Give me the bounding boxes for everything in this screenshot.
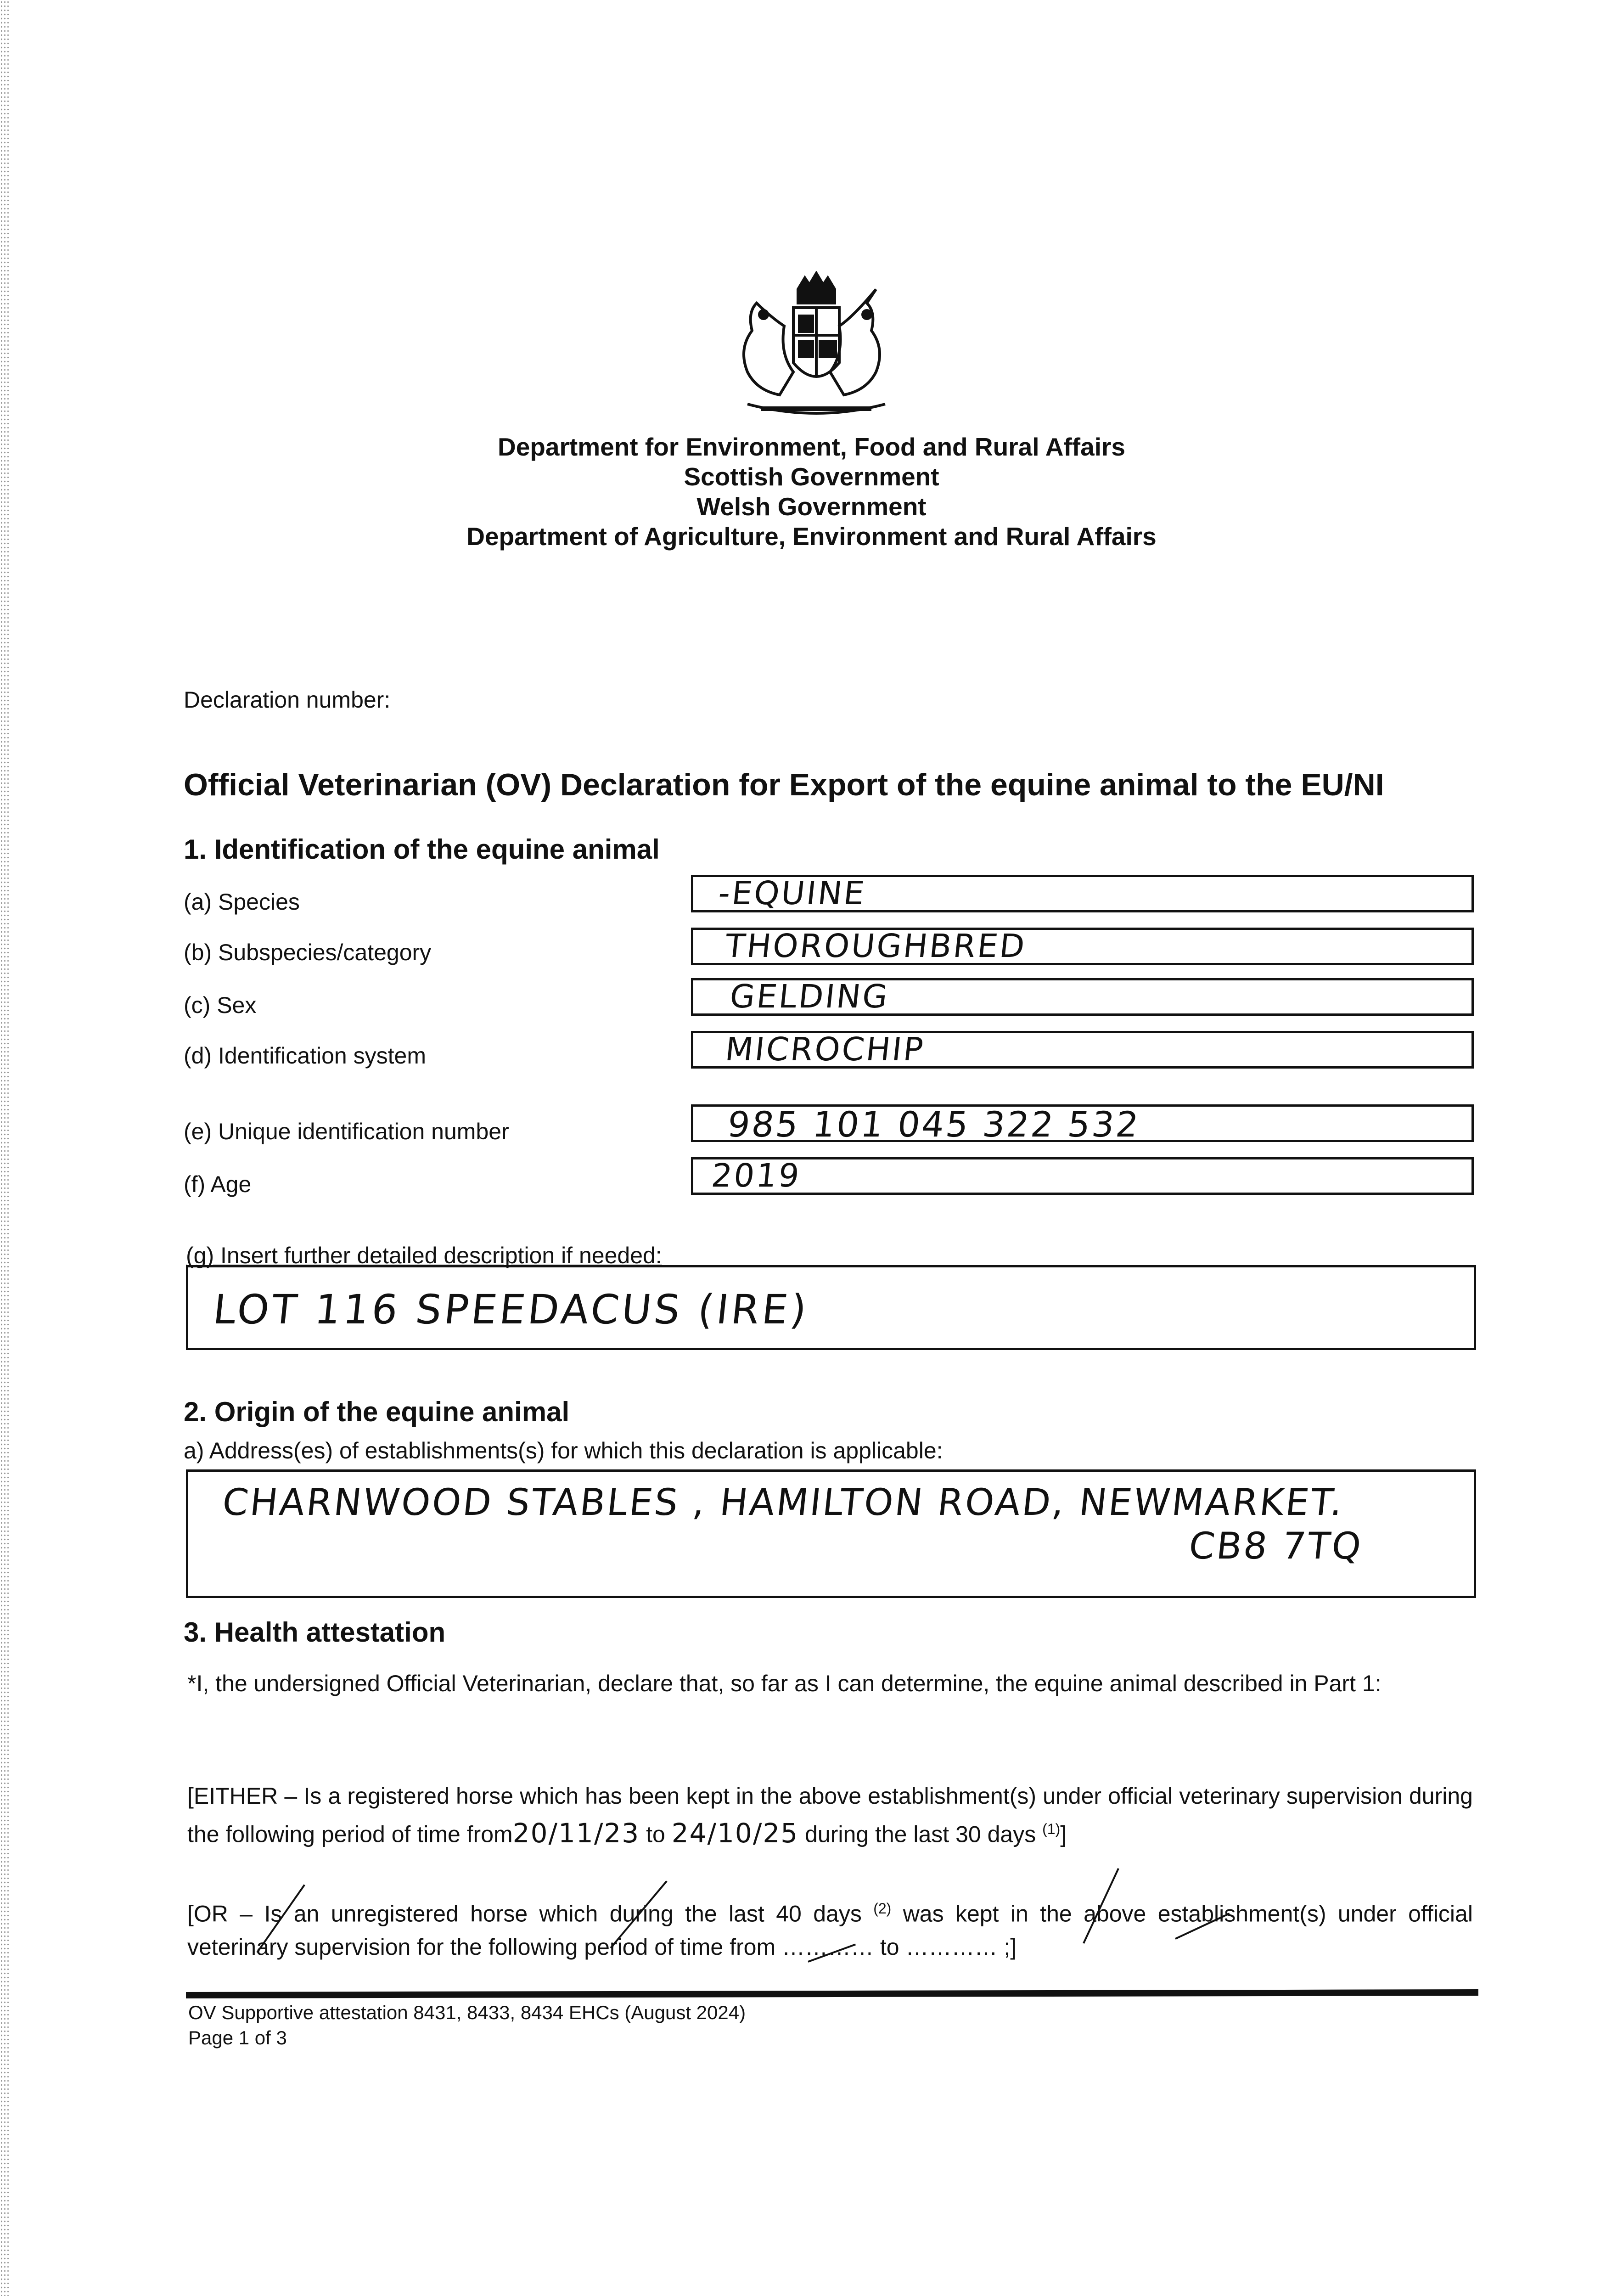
address-line1: CHARNWOOD STABLES , HAMILTON ROAD, NEWMARKET. [220, 1481, 1347, 1524]
either-clause: [EITHER – Is a registered horse which has been kept in the above establishment(s) under official veterinary supervision during the following period of time from20/11/23 to 24/10/25 during the last 30 days $^{(1)}$] [187, 1783, 1473, 1849]
identification-system-field[interactable] [691, 1031, 1474, 1069]
address-field[interactable] [186, 1469, 1476, 1598]
description-field[interactable] [186, 1265, 1476, 1350]
org-welsh-government: Welsh Government [696, 492, 927, 521]
footer-divider [186, 1989, 1478, 1998]
sex-label: (c) Sex [184, 992, 257, 1018]
or-clause: [OR – Is an unregistered horse which during the last 40 days $^{(2)}$ was kept in the above establishment(s) under official veterinary supervision for the following period of time from ………… to ………… ;] [187, 1900, 1473, 1960]
unique-id-value: 985 101 045 322 532 [725, 1104, 1142, 1145]
species-field[interactable] [691, 875, 1474, 912]
address-line2: CB8 7TQ [1187, 1525, 1365, 1567]
description-value: LOT 116 SPEEDACUS (IRE) [211, 1286, 812, 1333]
subspecies-field[interactable] [691, 928, 1474, 965]
footer-page-number: Page 1 of 3 [188, 2027, 287, 2048]
health-attestation-intro: *I, the undersigned Official Veterinarian, declare that, so far as I can determine, the equine animal described in Part 1: [187, 1671, 1382, 1696]
org-scottish-government: Scottish Government [684, 462, 939, 491]
section1-heading: 1. Identification of the equine animal [184, 834, 660, 865]
subspecies-value: THOROUGHBRED [723, 927, 1028, 965]
age-value: 2019 [709, 1157, 803, 1194]
sex-field[interactable] [691, 978, 1474, 1016]
address-label: a) Address(es) of establishments(s) for which this declaration is applicable: [184, 1438, 943, 1463]
age-label: (f) Age [184, 1171, 252, 1197]
sex-value: GELDING [728, 978, 891, 1015]
either-to-date[interactable]: 24/10/25 [671, 1817, 799, 1849]
age-field[interactable] [691, 1157, 1474, 1195]
description-label: (g) Insert further detailed description if needed: [186, 1243, 662, 1268]
org-defra: Department for Environment, Food and Rural Affairs [498, 433, 1125, 461]
royal-coat-of-arms-icon [729, 271, 904, 422]
section2-heading: 2. Origin of the equine animal [184, 1396, 570, 1427]
identification-system-label: (d) Identification system [184, 1043, 426, 1069]
unique-id-field[interactable] [691, 1104, 1474, 1145]
footer-form-reference: OV Supportive attestation 8431, 8433, 8434 EHCs (August 2024) [188, 2002, 746, 2023]
identification-system-value: MICROCHIP [723, 1030, 927, 1068]
unique-id-label: (e) Unique identification number [184, 1119, 509, 1144]
page-title: Official Veterinarian (OV) Declaration for Export of the equine animal to the EU/NI [184, 767, 1384, 802]
species-value: -EQUINE [716, 874, 868, 912]
either-from-date[interactable]: 20/11/23 [512, 1817, 640, 1849]
declaration-number-field[interactable] [413, 687, 689, 714]
species-label: (a) Species [184, 889, 300, 915]
org-daera: Department of Agriculture, Environment and Rural Affairs [466, 522, 1157, 551]
section3-heading: 3. Health attestation [184, 1617, 446, 1648]
subspecies-label: (b) Subspecies/category [184, 940, 432, 965]
scan-artifact-strip [0, 0, 10, 2296]
declaration-number-label: Declaration number: [184, 687, 391, 713]
